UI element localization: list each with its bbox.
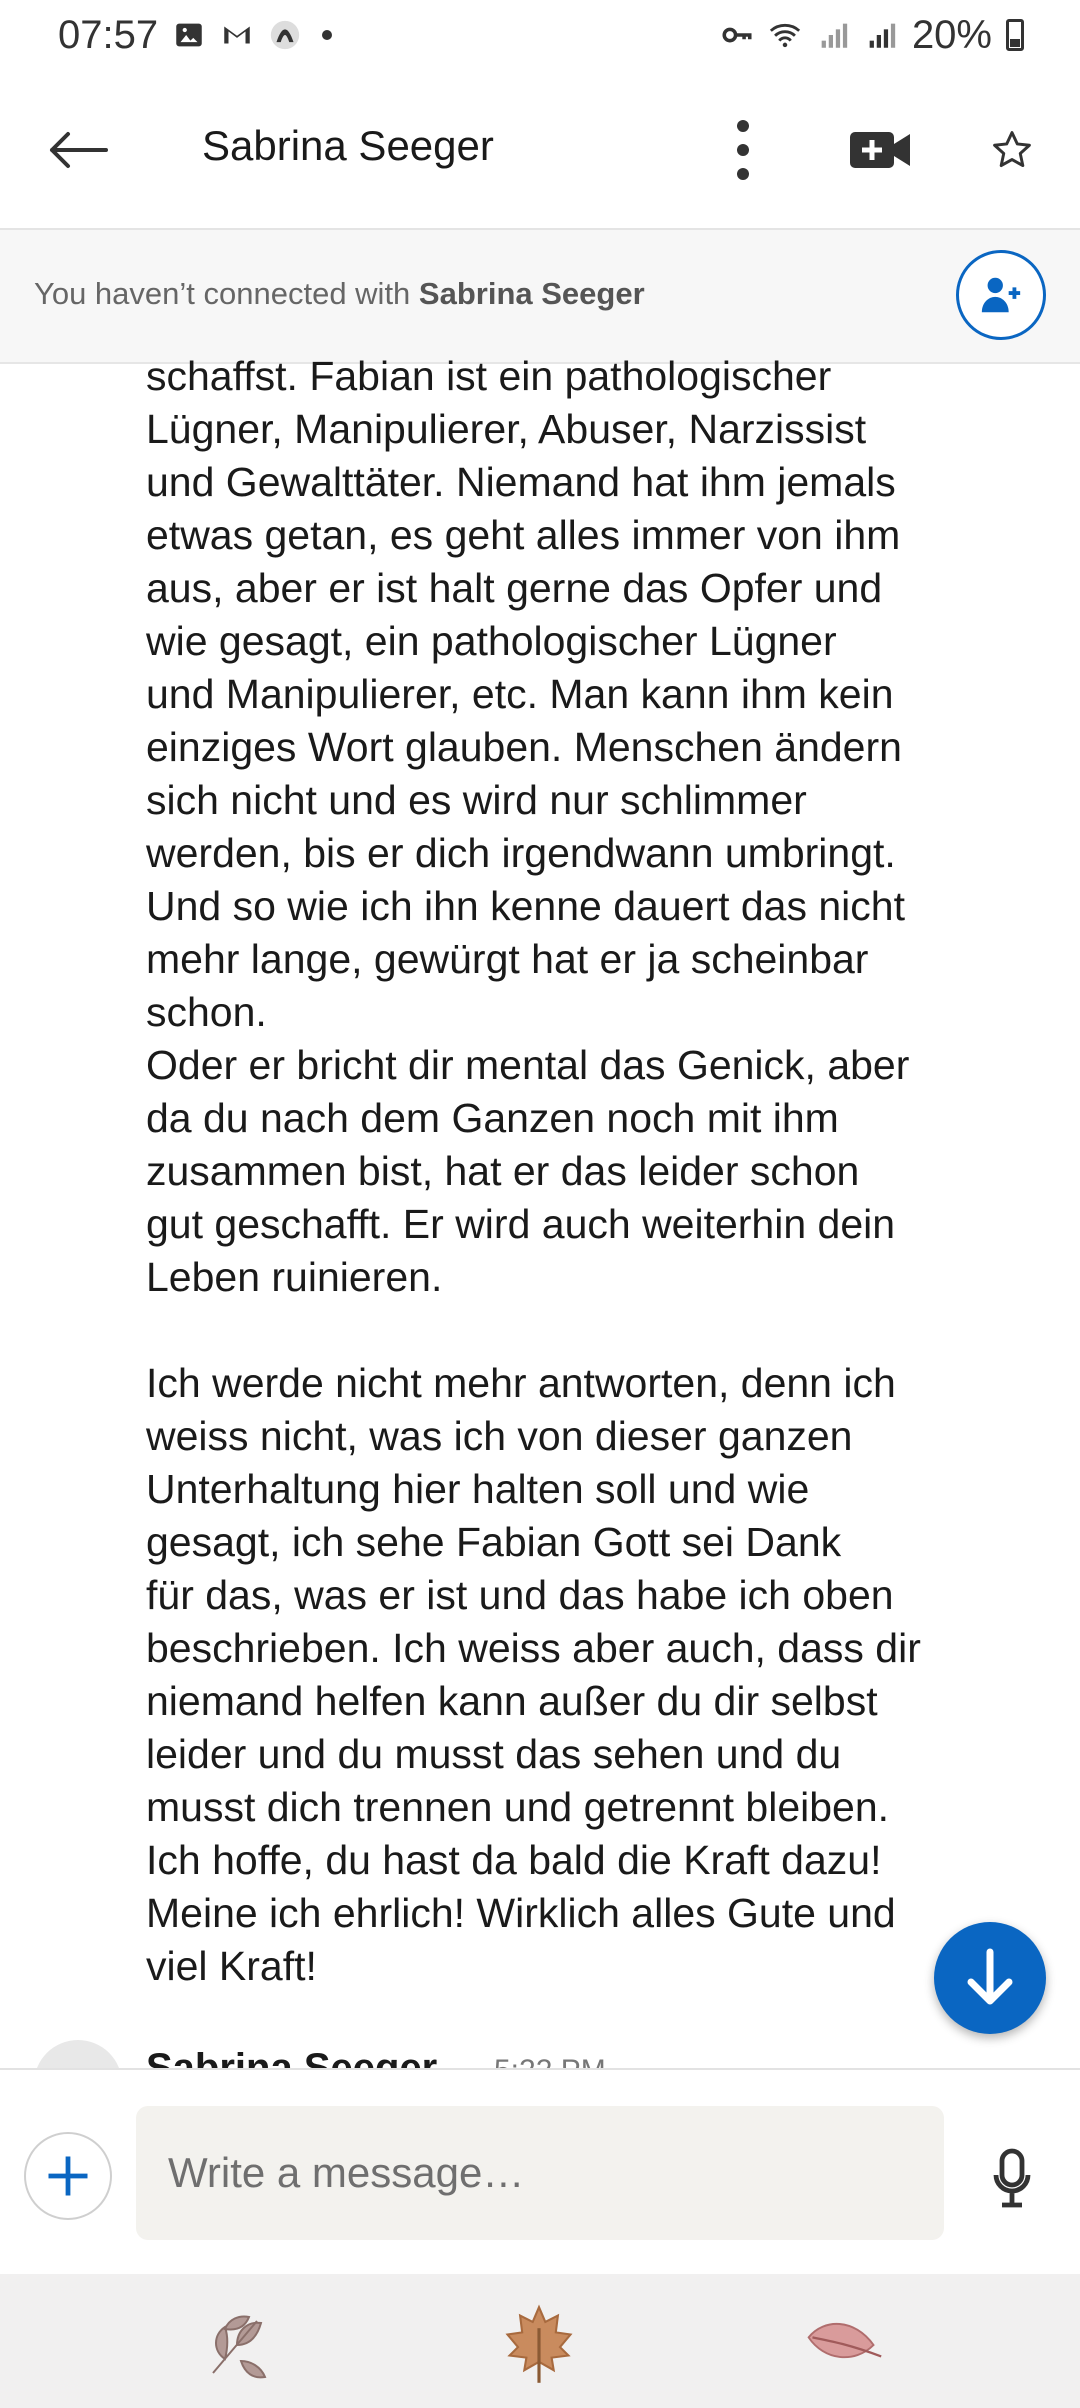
status-left (58, 13, 332, 58)
back-button[interactable] (42, 114, 114, 186)
connect-button[interactable] (956, 250, 1046, 340)
voice-message-button[interactable] (984, 2146, 1040, 2212)
star-outline-icon (990, 128, 1034, 172)
maple-leaf-icon (497, 2303, 581, 2387)
battery-percent: 20% (911, 12, 992, 57)
message-input[interactable] (136, 2106, 944, 2240)
gallery-icon (172, 18, 206, 52)
connect-banner-name: Sabrina Seeger (418, 276, 645, 311)
signal-icon (816, 18, 850, 52)
leaf-icon (197, 2305, 277, 2385)
wifi-icon (768, 18, 802, 52)
conversation-header (0, 70, 1080, 230)
status-time: 07:57 (58, 12, 159, 57)
sticker-button[interactable] (192, 2300, 282, 2390)
attach-button[interactable] (24, 2132, 112, 2220)
sticker-button[interactable] (494, 2300, 584, 2390)
microphone-icon (992, 2149, 1032, 2209)
battery-icon (1006, 19, 1024, 51)
message-composer (0, 2068, 1080, 2274)
status-bar (0, 0, 1080, 70)
add-person-icon (978, 272, 1024, 318)
scroll-to-bottom-button[interactable] (934, 1922, 1046, 2034)
leaf-icon (801, 2310, 885, 2380)
more-vertical-icon (735, 118, 751, 182)
message-list[interactable] (0, 353, 1080, 2068)
gmail-icon (220, 18, 254, 52)
key-icon (720, 18, 754, 52)
sticker-button[interactable] (798, 2300, 888, 2390)
message-text: schaffst. Fabian ist ein pathologischer Lügner, Manipulierer, Abuser, Narzissist und Gewalttäter. Niemand hat ihm jemals etwas getan, es geht alles immer von ihm aus, aber er ist halt gerne das Opfer und wie gesagt, ein pathologischer Lügner und Manipulierer, etc. Man kann ihm kein einziges Wort glauben. Menschen ändern sich nicht und es wird nur schlimmer werden, bis er dich irgendwann umbringt. Und so wie ich ihn kenne dauert das nicht mehr lange, gewürgt hat er ja scheinbar schon. Oder er bricht dir mental das Genick, aber da du nach dem Ganzen noch mit ihm zusammen bist, hat er das leider schon gut geschafft. Er wird auch weiterhin dein Leben ruinieren. Ich werde nicht mehr antworten, denn ich weiss nicht, was ich von dieser ganzen Unterhaltung hier halten soll und wie gesagt, ich sehe Fabian Gott sei Dank für das, was er ist und das habe ich oben beschrieben. Ich weiss aber auch, dass dir niemand helfen kann außer du dir selbst leider und du musst das sehen und du musst dich trennen und getrennt bleiben. Ich hoffe, du hast da bald die Kraft dazu! Meine ich ehrlich! Wirklich alles Gute und viel Kraft! (146, 353, 921, 1989)
video-call-button[interactable] (842, 116, 918, 184)
plus-icon (42, 2150, 94, 2202)
connect-banner (0, 230, 1080, 364)
conversation-title[interactable]: Sabrina Seeger (202, 122, 494, 169)
signal-icon (864, 18, 898, 52)
arrow-left-icon (46, 130, 110, 170)
status-right (720, 13, 1024, 58)
notification-dot (322, 30, 332, 40)
app-icon (268, 18, 302, 52)
arrow-down-icon (963, 1948, 1017, 2008)
keyboard-suggestion-strip (0, 2274, 1080, 2408)
connect-banner-prefix: You haven’t connected with (34, 276, 419, 311)
more-options-button[interactable] (722, 114, 764, 186)
star-button[interactable] (984, 116, 1040, 184)
connect-banner-text (34, 276, 645, 312)
video-call-icon (848, 128, 912, 172)
